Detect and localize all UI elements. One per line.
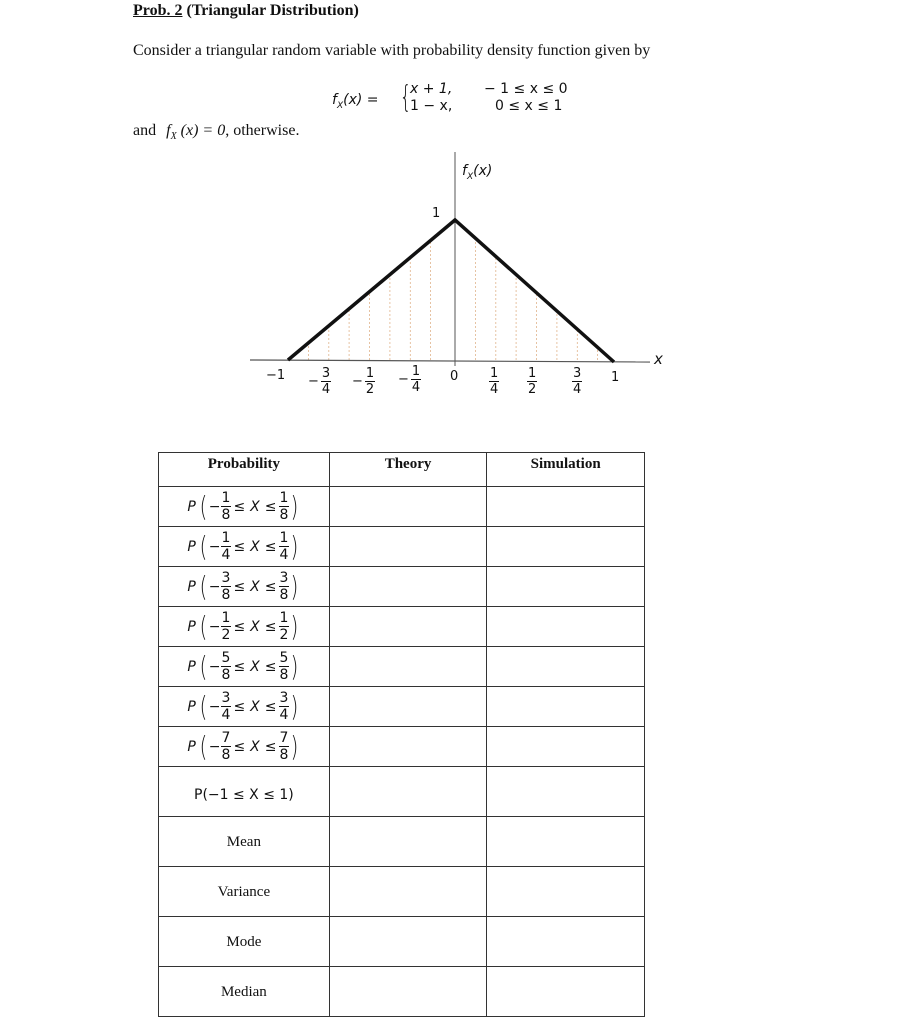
probability-expression: P ( − $\frac{3}{8}$ ≤ X ≤ $\frac{3}{8}$ ) <box>159 567 330 607</box>
pdf-case-1-expr: x + 1, <box>410 81 453 97</box>
otherwise-suffix: , otherwise. <box>225 122 300 139</box>
simulation-cell[interactable] <box>487 687 645 727</box>
stat-label-cell <box>159 967 330 1017</box>
median-label: Median <box>220 984 267 1000</box>
table-row <box>159 647 645 687</box>
brace-symbol: { <box>399 80 412 115</box>
probability-expression: P ( − $\frac{7}{8}$ ≤ X ≤ $\frac{7}{8}$ ) <box>159 727 330 767</box>
table-row <box>159 727 645 767</box>
pdf-lhs: $f_X(x)$ = <box>332 92 379 111</box>
pdf-triangle-chart <box>0 0 897 420</box>
simulation-cell[interactable] <box>487 607 645 647</box>
mean-label: Mean <box>226 834 261 850</box>
x-tick-1-4: $\frac{1}{4}$ <box>490 366 499 397</box>
dashed-gridlines <box>308 222 597 360</box>
stat-label-cell <box>159 867 330 917</box>
table-row-mode <box>159 917 645 967</box>
simulation-cell[interactable] <box>487 917 645 967</box>
stat-label-cell <box>159 917 330 967</box>
table-header-row <box>159 453 645 487</box>
theory-cell[interactable] <box>329 767 487 817</box>
simulation-cell[interactable] <box>487 727 645 767</box>
probability-expression-full: P(−1 ≤ X ≤ 1) <box>159 767 330 817</box>
pdf-case-2-expr: 1 − x, <box>410 98 453 114</box>
x-axis-label: x <box>654 350 663 368</box>
table-row-mean <box>159 817 645 867</box>
pdf-curve <box>288 220 614 362</box>
probability-expression: P ( − $\frac{3}{4}$ ≤ X ≤ $\frac{3}{4}$ ) <box>159 687 330 727</box>
theory-cell[interactable] <box>329 567 487 607</box>
otherwise-prefix: and <box>133 122 157 139</box>
simulation-cell[interactable] <box>487 867 645 917</box>
simulation-cell[interactable] <box>487 767 645 817</box>
problem-intro: Consider a triangular random variable with probability density function given by <box>133 42 651 59</box>
theory-cell[interactable] <box>329 487 487 527</box>
simulation-cell[interactable] <box>487 817 645 867</box>
otherwise-func: $f_X$ (x) = 0 <box>166 122 226 143</box>
pdf-case-2-domain: 0 ≤ x ≤ 1 <box>495 98 563 114</box>
y-axis-label: $f_X(x)$ <box>462 163 493 182</box>
header-probability: Probability <box>159 453 330 487</box>
x-tick-neg-1: −1 <box>266 368 286 383</box>
x-tick-1: 1 <box>611 370 620 385</box>
probability-table <box>158 452 645 1017</box>
mode-label: Mode <box>226 934 262 950</box>
x-axis <box>250 360 650 362</box>
theory-cell[interactable] <box>329 687 487 727</box>
theory-cell[interactable] <box>329 727 487 767</box>
theory-cell[interactable] <box>329 527 487 567</box>
simulation-cell[interactable] <box>487 647 645 687</box>
theory-cell[interactable] <box>329 967 487 1017</box>
x-tick-3-4: $\frac{3}{4}$ <box>573 366 582 397</box>
header-theory: Theory <box>329 453 487 487</box>
table-row-variance <box>159 867 645 917</box>
theory-cell[interactable] <box>329 647 487 687</box>
simulation-cell[interactable] <box>487 487 645 527</box>
theory-cell[interactable] <box>329 917 487 967</box>
header-simulation: Simulation <box>487 453 645 487</box>
stat-label-cell <box>159 817 330 867</box>
simulation-cell[interactable] <box>487 967 645 1017</box>
variance-label: Variance <box>217 884 271 900</box>
problem-number: Prob. 2 <box>133 2 183 19</box>
table-row-full-range <box>159 767 645 817</box>
table-row <box>159 487 645 527</box>
probability-expression: P ( − $\frac{1}{2}$ ≤ X ≤ $\frac{1}{2}$ ) <box>159 607 330 647</box>
peak-label: 1 <box>432 206 441 221</box>
x-tick-neg-1-2: − $\frac{1}{2}$ <box>352 366 375 397</box>
problem-subtitle: (Triangular Distribution) <box>186 2 359 19</box>
probability-expression: P ( − $\frac{1}{4}$ ≤ X ≤ $\frac{1}{4}$ ) <box>159 527 330 567</box>
theory-cell[interactable] <box>329 867 487 917</box>
simulation-cell[interactable] <box>487 567 645 607</box>
table-row <box>159 567 645 607</box>
table-row <box>159 527 645 567</box>
pdf-case-1-domain: − 1 ≤ x ≤ 0 <box>484 81 568 97</box>
simulation-cell[interactable] <box>487 527 645 567</box>
table-row <box>159 687 645 727</box>
probability-expression: P ( − $\frac{5}{8}$ ≤ X ≤ $\frac{5}{8}$ ) <box>159 647 330 687</box>
table-row <box>159 607 645 647</box>
probability-expression: P ( − $\frac{1}{8}$ ≤ X ≤ $\frac{1}{8}$ ) <box>159 487 330 527</box>
x-tick-1-2: $\frac{1}{2}$ <box>528 366 537 397</box>
x-tick-neg-1-4: − $\frac{1}{4}$ <box>398 364 421 395</box>
theory-cell[interactable] <box>329 607 487 647</box>
x-tick-0: 0 <box>450 369 459 384</box>
x-tick-neg-3-4: − $\frac{3}{4}$ <box>308 366 331 397</box>
table-row-median <box>159 967 645 1017</box>
theory-cell[interactable] <box>329 817 487 867</box>
